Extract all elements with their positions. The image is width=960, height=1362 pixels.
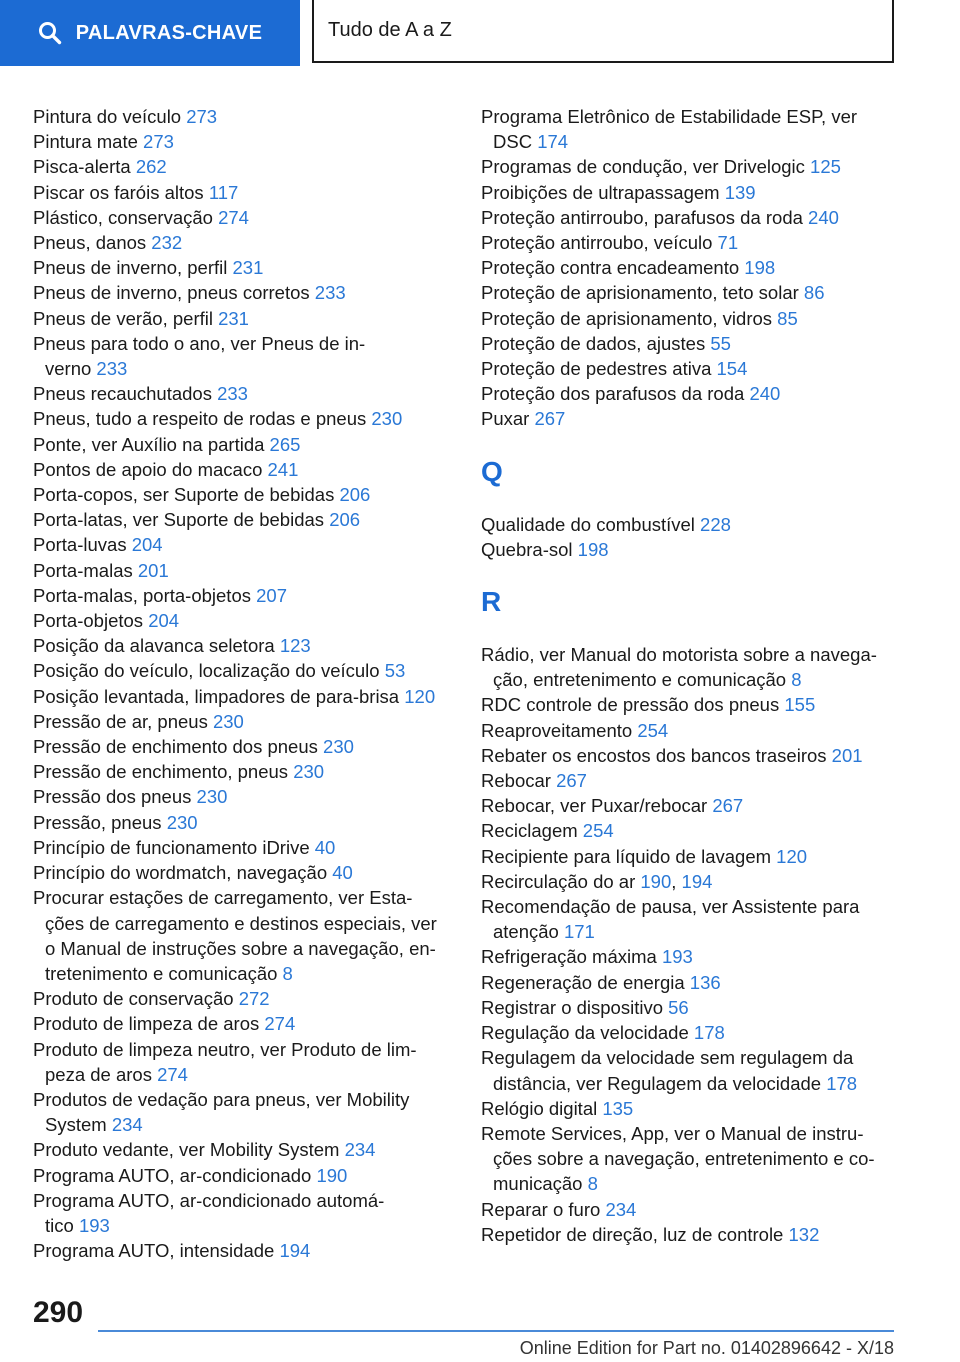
index-entry-text: Refrigeração máxima xyxy=(481,946,657,968)
page-reference-link[interactable]: 40 xyxy=(314,836,336,858)
index-entry-continuation xyxy=(33,911,453,936)
page-reference-link[interactable]: 231 xyxy=(218,307,249,329)
index-entry xyxy=(33,154,453,179)
header xyxy=(0,0,960,66)
index-entry xyxy=(33,885,453,910)
index-entry-text: Proteção de dados, ajustes xyxy=(481,332,706,354)
keywords-tab[interactable] xyxy=(0,0,300,66)
page-reference-link[interactable]: 240 xyxy=(749,383,781,405)
index-entry-text: atenção xyxy=(493,921,559,943)
index-entry xyxy=(33,860,453,885)
index-entry xyxy=(481,154,891,179)
page-reference-link[interactable]: 230 xyxy=(293,761,325,783)
page-reference-link[interactable]: 123 xyxy=(279,635,311,657)
index-entry-text: Pressão dos pneus xyxy=(33,786,192,808)
index-entry-text: distância, ver Regulagem da velocidade xyxy=(493,1072,822,1094)
index-entry-text: Ponte, ver Auxílio na partida xyxy=(33,433,265,455)
index-entry xyxy=(481,406,891,431)
index-entry-text: Porta-malas, porta-objetos xyxy=(33,584,251,606)
index-entry xyxy=(33,280,453,305)
index-entry-text: Quebra-sol xyxy=(481,538,573,560)
page-reference-link[interactable]: 55 xyxy=(710,332,731,354)
index-entry-text: Pontos de apoio do macaco xyxy=(33,458,263,480)
page-reference-link[interactable]: 56 xyxy=(668,996,689,1018)
page-reference-link[interactable]: 274 xyxy=(157,1063,188,1085)
page-reference-link[interactable]: 125 xyxy=(810,156,841,178)
index-entry-continuation xyxy=(33,356,453,381)
page-reference-link[interactable]: 135 xyxy=(602,1097,634,1119)
index-entry-text: RDC controle de pressão dos pneus xyxy=(481,694,780,716)
index-entry xyxy=(33,331,453,356)
page-reference-link[interactable]: 262 xyxy=(135,156,167,178)
page-reference-link[interactable]: 178 xyxy=(693,1022,725,1044)
page-reference-link[interactable]: 198 xyxy=(577,538,609,560)
index-entry-text: Pneus para todo o ano, ver Pneus de in- xyxy=(33,332,366,354)
page-reference-link[interactable]: 230 xyxy=(166,811,198,833)
page-reference-link[interactable]: 117 xyxy=(208,181,239,203)
index-entry xyxy=(481,793,891,818)
index-entry-text: Pneus de verão, perfil xyxy=(33,307,213,329)
page-reference-link[interactable]: 139 xyxy=(724,181,756,203)
index-entry-text: Pneus de inverno, perfil xyxy=(33,257,228,279)
index-entry-continuation xyxy=(481,667,891,692)
index-entry-text: Reaproveitamento xyxy=(481,719,633,741)
index-entry xyxy=(481,768,891,793)
page-reference-link[interactable]: 204 xyxy=(131,534,163,556)
index-entry xyxy=(33,482,453,507)
index-entry xyxy=(481,104,891,129)
index-entry xyxy=(481,381,891,406)
index-entry-text: Puxar xyxy=(481,408,530,430)
index-entry-continuation xyxy=(33,1112,453,1137)
page-reference-link[interactable]: 241 xyxy=(267,458,299,480)
page-reference-link[interactable]: 232 xyxy=(151,232,183,254)
index-entry-text: Porta-malas xyxy=(33,559,133,581)
index-entry xyxy=(481,356,891,381)
index-entry xyxy=(33,608,453,633)
index-entry xyxy=(33,532,453,557)
index-entry-text: Rádio, ver Manual do motorista sobre a navega- xyxy=(481,644,877,666)
index-entry xyxy=(33,1087,453,1112)
index-entry xyxy=(33,180,453,205)
index-entry xyxy=(33,230,453,255)
index-entry xyxy=(33,684,453,709)
index-column-left xyxy=(33,104,453,1263)
index-entry-text: ção, entretenimento e comunicação xyxy=(493,669,787,691)
page-reference-link[interactable]: 230 xyxy=(196,786,228,808)
index-entry-text: Procurar estações de carregamento, ver Esta- xyxy=(33,887,413,909)
index-entry xyxy=(33,1188,453,1213)
page-reference-link[interactable]: 174 xyxy=(537,131,569,153)
index-entry-continuation xyxy=(481,1071,891,1096)
index-entry-text: Posição da alavanca seletora xyxy=(33,635,275,657)
index-entry-text: Regeneração de energia xyxy=(481,971,685,993)
index-entry xyxy=(33,986,453,1011)
index-entry: Recirculação do ar 190, 194 xyxy=(481,870,713,892)
index-entry-text: ções de carregamento e destinos especiais, ver xyxy=(45,912,437,934)
page-reference-link[interactable]: 201 xyxy=(137,559,169,581)
index-entry-text: Qualidade do combustível xyxy=(481,513,695,535)
index-entry xyxy=(33,709,453,734)
index-entry xyxy=(33,104,453,129)
index-entry-text: Pintura mate xyxy=(33,131,138,153)
index-entry-text: Remote Services, App, ver o Manual de instru- xyxy=(481,1122,864,1144)
index-entry xyxy=(481,692,891,717)
index-entry xyxy=(33,583,453,608)
page-reference-link[interactable]: 40 xyxy=(332,862,353,884)
page-reference-link[interactable]: 267 xyxy=(712,795,744,817)
index-entry-text: Pintura do veículo xyxy=(33,106,182,127)
index-entry-text: Pressão, pneus xyxy=(33,811,162,833)
page-reference-link[interactable]: 154 xyxy=(716,358,748,380)
index-column-right xyxy=(481,104,891,1247)
index-entry-text: Porta-copos, ser Suporte de bebidas xyxy=(33,484,335,506)
index-entry-continuation xyxy=(481,1146,891,1171)
index-entry xyxy=(33,734,453,759)
page-reference-link[interactable]: 233 xyxy=(314,282,346,304)
page-reference-link[interactable]: 234 xyxy=(344,1139,376,1161)
index-entry xyxy=(33,1037,453,1062)
page-reference-link[interactable]: 274 xyxy=(218,206,249,228)
index-entry-text: Rebocar, ver Puxar/rebocar xyxy=(481,795,708,817)
index-entry-text: verno xyxy=(45,358,92,380)
page-reference-link[interactable]: 86 xyxy=(803,282,825,304)
index-entry xyxy=(33,558,453,583)
index-entry-text: Produto de limpeza de aros xyxy=(33,1013,260,1035)
index-entry xyxy=(33,633,453,658)
index-entry xyxy=(481,642,891,667)
page-reference-link[interactable]: 228 xyxy=(700,513,731,535)
index-entry xyxy=(481,1121,891,1146)
index-entry-text: Produto de conservação xyxy=(33,988,234,1010)
index-entry-text: Regulagem da velocidade sem regulagem da xyxy=(481,1047,854,1069)
index-entry xyxy=(33,255,453,280)
index-entry xyxy=(33,1238,453,1263)
index-entry-text: DSC xyxy=(493,131,533,153)
index-entry xyxy=(33,658,453,683)
edition-text: Online Edition for Part no. 01402896642 - X/18 xyxy=(519,1338,894,1358)
index-entry-continuation xyxy=(481,919,891,944)
index-entry xyxy=(33,129,453,154)
page-reference-link[interactable]: 194 xyxy=(279,1240,311,1262)
page-reference-link[interactable]: 8 xyxy=(282,962,293,984)
page-reference-link[interactable]: 267 xyxy=(534,408,566,430)
index-entry xyxy=(481,995,891,1020)
a-to-z-tab-label: Tudo de A a Z xyxy=(328,19,452,41)
index-entry-text: Pisca-alerta xyxy=(33,156,131,178)
index-entry xyxy=(33,406,453,431)
index-entry xyxy=(33,1137,453,1162)
page-reference-link[interactable]: 230 xyxy=(323,736,354,758)
index-entry-text: Proteção de aprisionamento, vidros xyxy=(481,307,773,329)
page-reference-link[interactable]: 120 xyxy=(404,685,436,707)
index-entry-text: Pneus, danos xyxy=(33,232,147,254)
index-entry xyxy=(481,180,891,205)
index-entry xyxy=(481,1020,891,1045)
page-reference-link[interactable]: 53 xyxy=(384,660,406,682)
index-entry-text: Programa AUTO, ar-condicionado xyxy=(33,1164,312,1186)
index-entry-text: Regulação da velocidade xyxy=(481,1022,689,1044)
page-reference-link[interactable]: 198 xyxy=(744,257,776,279)
page-reference-link[interactable]: 171 xyxy=(563,921,595,943)
page-reference-link[interactable]: 254 xyxy=(582,820,614,842)
index-entry xyxy=(33,306,453,331)
index-entry-text: Programa Eletrônico de Estabilidade ESP, ver xyxy=(481,106,858,127)
index-entry-text: Princípio do wordmatch, navegação xyxy=(33,862,328,884)
page-reference-link[interactable]: 240 xyxy=(808,206,839,228)
index-entry xyxy=(481,944,891,969)
page-reference-link[interactable]: 267 xyxy=(556,770,587,792)
index-entry-text: Repetidor de direção, luz de controle xyxy=(481,1223,784,1245)
index-entry xyxy=(33,457,453,482)
index-entry-text: Posição levantada, limpadores de para-brisa xyxy=(33,685,400,707)
index-entry-text: Piscar os faróis altos xyxy=(33,181,204,203)
index-entry-text: Proibições de ultrapassagem xyxy=(481,181,720,203)
index-entry xyxy=(33,835,453,860)
index-entry-text: Programa AUTO, ar-condicionado automá- xyxy=(33,1189,385,1211)
page-number: 290 xyxy=(33,1296,84,1329)
index-entry xyxy=(481,1045,891,1070)
index-entry-continuation xyxy=(33,936,453,961)
index-entry-text: tretenimento e comunicação xyxy=(45,962,278,984)
page-reference-link[interactable]: 272 xyxy=(238,988,270,1010)
index-entry-continuation xyxy=(481,1171,891,1196)
index-entry-text: Reciclagem xyxy=(481,820,578,842)
index-entry xyxy=(481,818,891,843)
index-entry-text: Relógio digital xyxy=(481,1097,598,1119)
page-reference-link[interactable]: 233 xyxy=(217,383,248,405)
page-reference-link[interactable]: 71 xyxy=(717,232,739,254)
page-reference-link[interactable]: 231 xyxy=(232,257,264,279)
index-entry-text: municação xyxy=(493,1173,583,1195)
page-reference-link[interactable]: 254 xyxy=(637,719,669,741)
page-reference-link[interactable]: 8 xyxy=(791,669,802,691)
index-entry xyxy=(481,894,891,919)
page-reference-link[interactable]: 190 xyxy=(640,870,672,892)
page-reference-link[interactable]: 190 xyxy=(316,1164,348,1186)
page-reference-link[interactable]: 234 xyxy=(605,1198,637,1220)
index-entry-text: o Manual de instruções sobre a navegação, en- xyxy=(45,937,436,959)
index-entry-continuation xyxy=(33,961,453,986)
index-letter-heading: R xyxy=(481,586,502,618)
index-entry-text: Proteção de pedestres ativa xyxy=(481,358,712,380)
index-entry xyxy=(33,810,453,835)
page-reference-link[interactable]: 85 xyxy=(777,307,798,329)
page-reference-link[interactable]: 230 xyxy=(212,710,244,732)
index-entry xyxy=(481,743,891,768)
page-reference-link[interactable]: 207 xyxy=(256,584,288,606)
index-entry xyxy=(33,432,453,457)
index-entry xyxy=(33,507,453,532)
index-entry-continuation xyxy=(481,129,891,154)
page-reference-link[interactable]: 204 xyxy=(148,610,180,632)
search-icon xyxy=(38,21,62,45)
index-entry xyxy=(481,512,891,537)
index-entry xyxy=(481,306,891,331)
index-entry-text: Pressão de enchimento, pneus xyxy=(33,761,289,783)
index-entry-text: Pressão de enchimento dos pneus xyxy=(33,736,318,758)
page-reference-link[interactable]: 8 xyxy=(587,1173,598,1195)
index-entry-text: Proteção antirroubo, veículo xyxy=(481,232,713,254)
page-reference-link[interactable]: 178 xyxy=(826,1072,858,1094)
index-entry-text: tico xyxy=(45,1214,74,1236)
index-entry-text: Porta-objetos xyxy=(33,610,144,632)
index-entry xyxy=(481,280,891,305)
index-entry-text: ções sobre a navegação, entretenimento e co- xyxy=(493,1148,875,1170)
index-entry-text: Proteção de aprisionamento, teto solar xyxy=(481,282,799,304)
page-reference-link[interactable]: 233 xyxy=(96,358,128,380)
index-entry-text: Proteção contra encadeamento xyxy=(481,257,740,279)
keywords-tab-label: PALAVRAS-CHAVE xyxy=(75,21,263,44)
page-reference-link[interactable]: 194 xyxy=(681,870,713,892)
index-entry xyxy=(33,381,453,406)
index-entry-text: Princípio de funcionamento iDrive xyxy=(33,836,310,858)
index-entry xyxy=(33,205,453,230)
page-reference-link[interactable]: 234 xyxy=(111,1114,143,1136)
page-reference-link[interactable]: 132 xyxy=(788,1223,820,1245)
index-entry-text: Produto de limpeza neutro, ver Produto de lim- xyxy=(33,1038,417,1060)
index-entry-text: Pneus recauchutados xyxy=(33,383,212,405)
index-entry-text: Recipiente para líquido de lavagem xyxy=(481,845,772,867)
index-entry-continuation xyxy=(33,1062,453,1087)
index-entry xyxy=(481,230,891,255)
index-entry xyxy=(33,1011,453,1036)
index-entry-text: Porta-luvas xyxy=(33,534,127,556)
page-reference-link[interactable]: 193 xyxy=(661,946,693,968)
index-entry-text: Programa AUTO, intensidade xyxy=(33,1240,275,1262)
index-entry-text: Reparar o furo xyxy=(481,1198,601,1220)
page-reference-link[interactable]: 206 xyxy=(329,509,361,531)
index-entry xyxy=(481,844,891,869)
index-entry-text: Rebocar xyxy=(481,770,551,792)
index-entry xyxy=(481,718,891,743)
index-letter-heading: Q xyxy=(481,455,503,487)
index-entry xyxy=(33,1163,453,1188)
index-entry xyxy=(481,205,891,230)
page-reference-link[interactable]: 155 xyxy=(784,694,816,716)
index-entry-text: Porta-latas, ver Suporte de bebidas xyxy=(33,509,325,531)
index-entry xyxy=(481,1197,891,1222)
page-reference-link[interactable]: 265 xyxy=(269,433,301,455)
index-entry-text: Recomendação de pausa, ver Assistente para xyxy=(481,896,860,918)
a-to-z-tab[interactable] xyxy=(312,0,894,63)
index-entry-text: Posição do veículo, localização do veículo xyxy=(33,660,380,682)
page-reference-link[interactable]: 206 xyxy=(339,484,371,506)
index-entry-text: Pressão de ar, pneus xyxy=(33,710,208,732)
index-entry-text: Programas de condução, ver Drivelogic xyxy=(481,156,805,178)
index-entry xyxy=(33,784,453,809)
page-reference-link[interactable]: 193 xyxy=(78,1214,110,1236)
index-entry xyxy=(481,537,891,562)
index-entry-text: peza de aros xyxy=(45,1063,152,1085)
index-entry-text: Proteção antirroubo, parafusos da roda xyxy=(481,206,803,228)
footer-divider xyxy=(98,1330,894,1332)
page-reference-link[interactable]: 273 xyxy=(186,106,218,127)
index-entry-text: System xyxy=(45,1114,107,1136)
page-reference-link[interactable]: 230 xyxy=(371,408,403,430)
index-entry-text: Proteção dos parafusos da roda xyxy=(481,383,745,405)
page-reference-link[interactable]: 201 xyxy=(831,744,863,766)
page-reference-link[interactable]: 273 xyxy=(143,131,174,153)
index-entry xyxy=(481,331,891,356)
index-entry-text: Pneus, tudo a respeito de rodas e pneus xyxy=(33,408,367,430)
index-entry xyxy=(481,255,891,280)
index-entry xyxy=(481,1222,891,1247)
index-entry-text: Pneus de inverno, pneus corretos xyxy=(33,282,310,304)
page-reference-link[interactable]: 136 xyxy=(689,971,721,993)
page-reference-link[interactable]: 274 xyxy=(264,1013,296,1035)
index-entry-text: Recirculação do ar xyxy=(481,870,636,892)
index-entry-text: Registrar o dispositivo xyxy=(481,996,663,1018)
page-reference-link[interactable]: 120 xyxy=(776,845,808,867)
index-entry xyxy=(481,970,891,995)
index-entry-text: Produtos de vedação para pneus, ver Mobility xyxy=(33,1088,410,1110)
index-entry xyxy=(33,759,453,784)
index-entry-continuation xyxy=(33,1213,453,1238)
index-entry-text: Rebater os encostos dos bancos traseiros xyxy=(481,744,827,766)
index-entry-text: Plástico, conservação xyxy=(33,206,213,228)
index-entry xyxy=(481,1096,891,1121)
index-entry-text: Produto vedante, ver Mobility System xyxy=(33,1139,340,1161)
